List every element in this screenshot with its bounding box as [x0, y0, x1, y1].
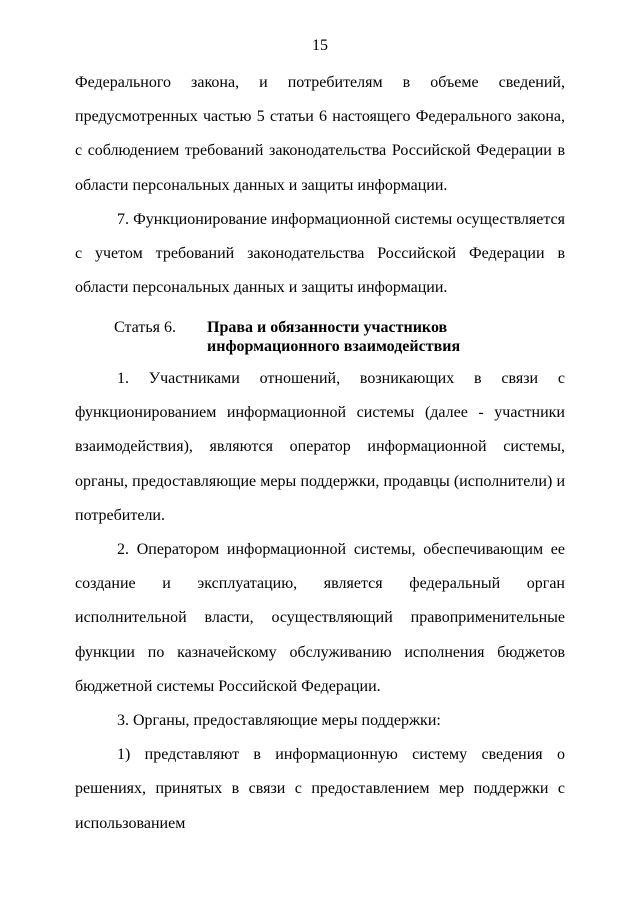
- page-number: 15: [312, 37, 328, 54]
- article-title: Права и обязанности участников информационного взаимодействия: [207, 319, 461, 355]
- paragraph-item-2: 2. Оператором информационной системы, обеспечивающим ее создание и эксплуатацию, является федеральный орган исполнительной власти, осуществляющий правоприменительные функции по казначейскому обслуживанию исполнения бюджетов бюджетной системы Российской Федерации.: [75, 541, 565, 695]
- text-block-top: [75, 66, 565, 305]
- paragraph-item-3: 3. Органы, предоставляющие меры поддержки:: [117, 712, 441, 730]
- article-label: Статья 6.: [114, 319, 176, 336]
- article-heading: [114, 318, 574, 356]
- paragraph-subitem-1: 1) представляют в информационную систему сведения о решениях, принятых в связи с предоставлением мер поддержки с использованием: [75, 746, 565, 832]
- text-block-bottom: [75, 362, 565, 841]
- paragraph-item-7: 7. Функционирование информационной системы осуществляется с учетом требований законодательства Российской Федерации в области персональных данных и защиты информации.: [75, 210, 565, 297]
- paragraph-item-1: 1. Участниками отношений, возникающих в связи с функционированием информационной системы (далее - участники взаимодействия), являются оператор информационной системы, органы, предоставляющие меры поддержки, продавцы (исполнители) и потребители.: [75, 370, 565, 524]
- paragraph-continuation: Федерального закона, и потребителям в объеме сведений, предусмотренных частью 5 статьи 6 настоящего Федерального закона, с соблюдением требований законодательства Российской Федерации в области персональных данных и защиты информации.: [75, 74, 565, 194]
